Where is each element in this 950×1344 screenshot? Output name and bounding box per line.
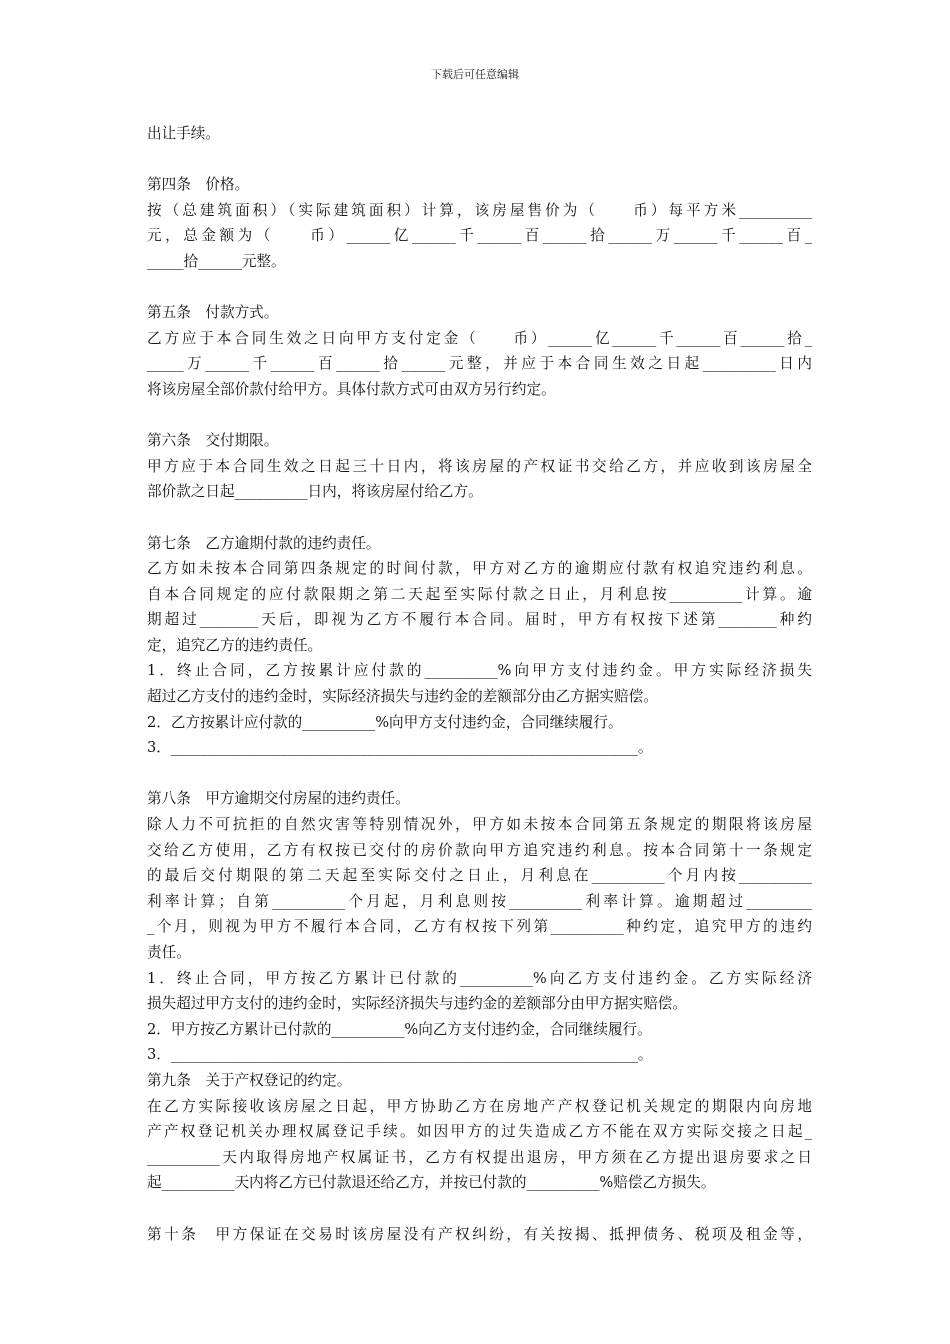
text-line: 甲方应于本合同生效之日起三十日内，将该房屋的产权证书交给乙方，并应收到该房屋全 [147, 457, 812, 475]
page-header: 下载后可任意编辑 [431, 68, 519, 81]
text-line: 第十条 甲方保证在交易时该房屋没有产权纠纷，有关按揭、抵押债务、税项及租金等， [147, 1225, 812, 1243]
text-line: 按（总建筑面积）（实际建筑面积）计算，该房屋售价为（ 币）每平方米__________ [147, 201, 812, 219]
text-line: 3．________________________________________________________________。 [147, 739, 653, 757]
text-line: 2．甲方按乙方累计已付款的__________%向乙方支付违约金，合同继续履行。 [147, 1020, 652, 1038]
text-line: 部价款之日起__________日内，将该房屋付给乙方。 [147, 483, 483, 501]
text-line: 期超过________天后，即视为乙方不履行本合同。届时，甲方有权按下述第________种约 [147, 611, 812, 629]
text-line: 超过乙方支付的违约金时，实际经济损失与违约金的差额部分由乙方据实赔偿。 [147, 688, 658, 706]
text-line: __________天内取得房地产权属证书，乙方有权提出退房，甲方须在乙方提出退房要求之日 [147, 1148, 812, 1166]
text-line: _____万______千______百______拾______元整，并应于本合同生效之日起__________日内 [147, 355, 812, 373]
blank-line [147, 275, 812, 301]
text-line: 乙方应于本合同生效之日向甲方支付定金（ 币）______亿______千______百______拾_ [147, 329, 812, 347]
text-line: 第六条 交付期限。 [147, 432, 279, 450]
blank-line [147, 761, 812, 787]
text-line: 第四条 价格。 [147, 176, 250, 194]
blank-line [147, 505, 812, 531]
text-line: 第七条 乙方逾期付款的违约责任。 [147, 534, 381, 552]
text-line: 自本合同规定的应付款限期之第二天起至实际付款之日止，月利息按__________计算。逾 [147, 585, 812, 603]
text-line: 的最后交付期限的第二天起至实际交付之日止，月利息在__________个月内按__________ [147, 867, 812, 885]
text-line: 利率计算；自第__________个月起，月利息则按__________利率计算。逾期超过_________ [147, 892, 812, 910]
text-line: 2．乙方按累计应付款的__________%向甲方支付违约金，合同继续履行。 [147, 713, 623, 731]
text-line: 产产权登记机关办理权属登记手续。如因甲方的过失造成乙方不能在双方实际交接之日起_ [147, 1123, 812, 1141]
text-line: _个月，则视为甲方不履行本合同，乙方有权按下列第__________种约定，追究甲方的违约 [147, 918, 812, 936]
text-line: 损失超过甲方支付的违约金时，实际经济损失与违约金的差额部分由甲方据实赔偿。 [147, 995, 687, 1013]
text-line: 在乙方实际接收该房屋之日起，甲方协助乙方在房地产产权登记机关规定的期限内向房地 [147, 1097, 812, 1115]
text-line: 1．终止合同，乙方按累计应付款的__________%向甲方支付违约金。甲方实际经济损失 [147, 662, 812, 680]
document-body [147, 121, 812, 1247]
text-line: _____拾______元整。 [147, 252, 286, 270]
text-line: 1．终止合同，甲方按乙方累计已付款的__________%向乙方支付违约金。乙方实际经济 [147, 969, 812, 987]
text-line: 元，总金额为（ 币）______亿______千______百______拾______万______千______百_ [147, 227, 812, 245]
text-line: 责任。 [147, 944, 191, 961]
blank-line [147, 1196, 812, 1222]
text-line: 起__________天内将乙方已付款退还给乙方，并按已付款的__________%赔偿乙方损失。 [147, 1174, 716, 1192]
text-line: 定，追究乙方的违约责任。 [147, 636, 323, 654]
text-line: 第五条 付款方式。 [147, 304, 279, 322]
text-line: 乙方如未按本合同第四条规定的时间付款，甲方对乙方的逾期应付款有权追究违约利息。 [147, 560, 812, 578]
text-line: 出让手续。 [147, 125, 220, 142]
blank-line [147, 403, 812, 429]
blank-line [147, 147, 812, 173]
text-line: 3．________________________________________________________________。 [147, 1046, 653, 1064]
text-line: 第九条 关于产权登记的约定。 [147, 1071, 352, 1089]
text-line: 第八条 甲方逾期交付房屋的违约责任。 [147, 790, 410, 808]
text-line: 交给乙方使用，乙方有权按已交付的房价款向甲方追究违约利息。按本合同第十一条规定 [147, 841, 812, 859]
text-line: 除人力不可抗拒的自然灾害等特别情况外，甲方如未按本合同第五条规定的期限将该房屋 [147, 816, 812, 834]
text-line: 将该房屋全部价款付给甲方。具体付款方式可由双方另行约定。 [147, 380, 556, 398]
